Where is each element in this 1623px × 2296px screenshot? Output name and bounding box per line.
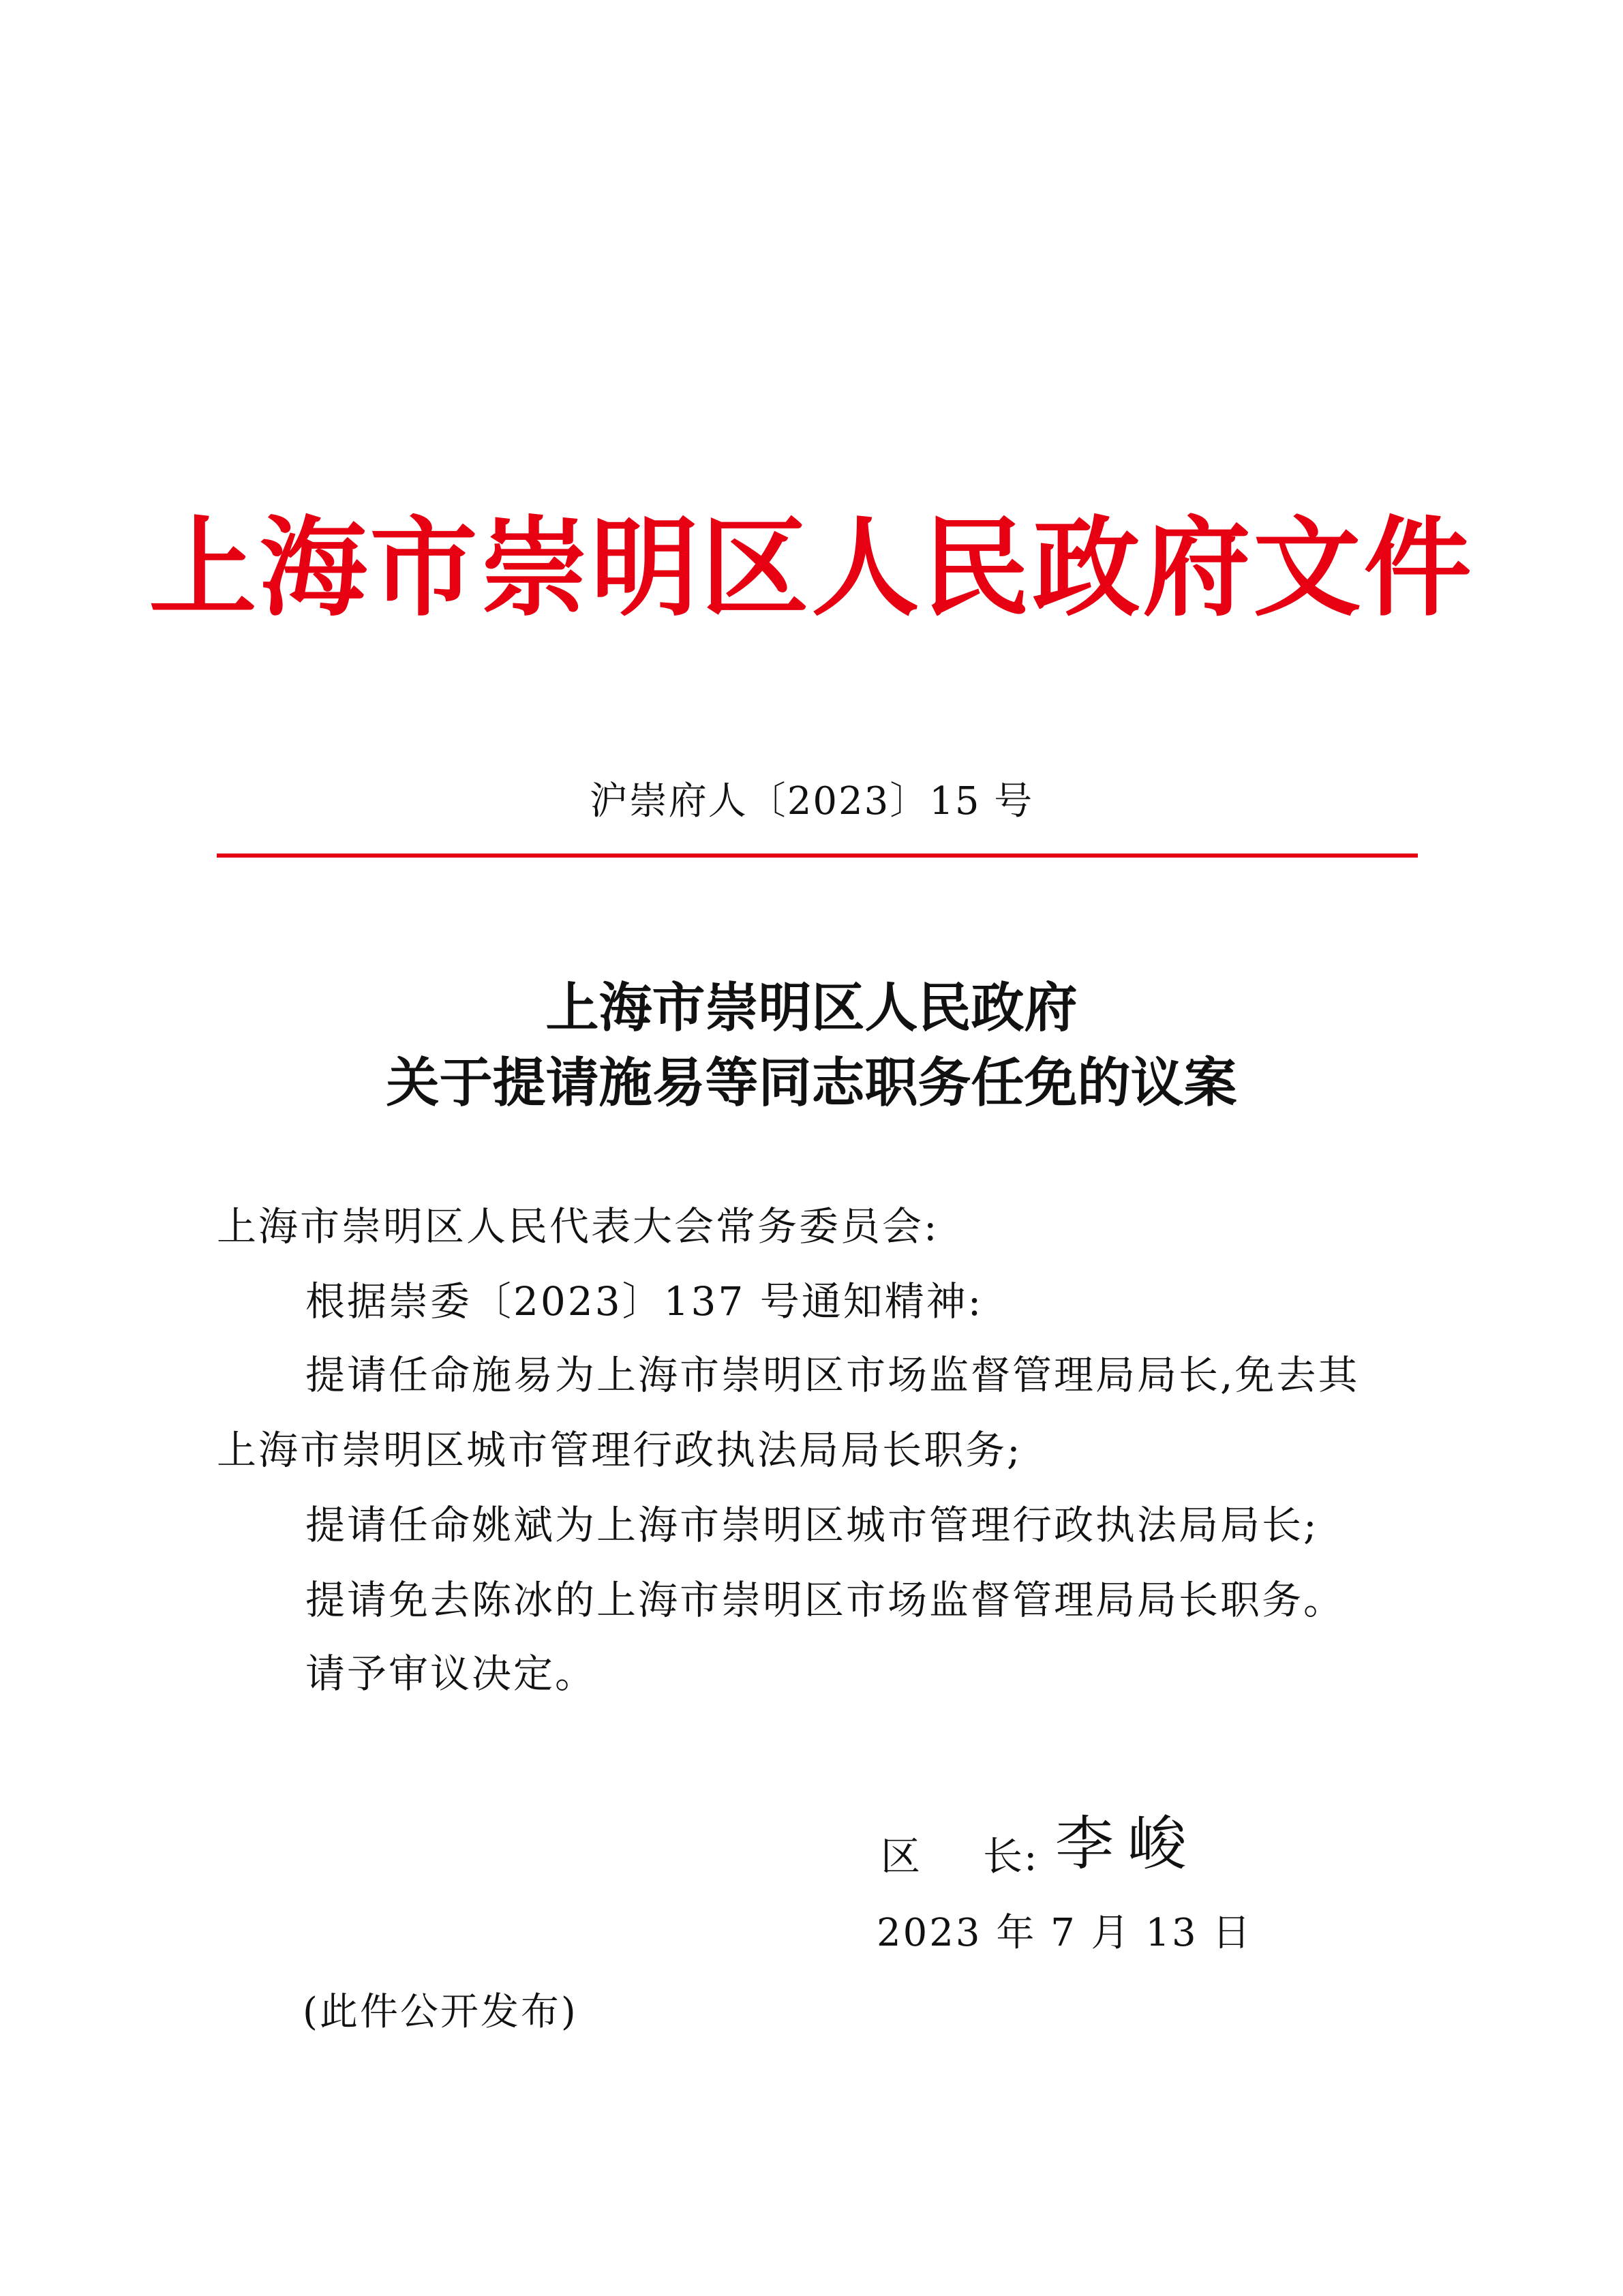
signature-title-part-2: 长: [983,1833,1039,1879]
appointment-item-2: 提请任命姚斌为上海市崇明区城市管理行政执法局局长; [305,1502,1319,1548]
signature-title [881,1833,1039,1879]
removal-item-3: 提请免去陈冰的上海市崇明区市场监督管理局局长职务。 [305,1577,1346,1623]
publication-note: (此件公开发布) [303,1990,578,2034]
issue-date: 2023 年 7 月 13 日 [877,1911,1253,1955]
document-title-line-2: 关于提请施易等同志职务任免的议案 [386,1052,1237,1114]
red-divider [217,854,1418,858]
document-title-line-1: 上海市崇明区人民政府 [545,977,1078,1039]
document-number: 沪崇府人〔2023〕15 号 [589,779,1034,824]
addressee: 上海市崇明区人民代表大会常务委员会: [217,1203,939,1250]
appointment-item-1-line-1: 提请任命施易为上海市崇明区市场监督管理局局长,免去其 [305,1352,1360,1398]
closing-request: 请予审议决定。 [305,1650,597,1697]
signature-title-part-1: 区 [881,1833,922,1879]
basis-paragraph: 根据崇委〔2023〕137 号通知精神: [305,1278,984,1325]
masthead-title: 上海市崇明区人民政府文件 [149,505,1474,631]
signature-name: 李峻 [1055,1810,1200,1878]
appointment-item-1-line-2: 上海市崇明区城市管理行政执法局局长职务; [217,1427,1022,1473]
